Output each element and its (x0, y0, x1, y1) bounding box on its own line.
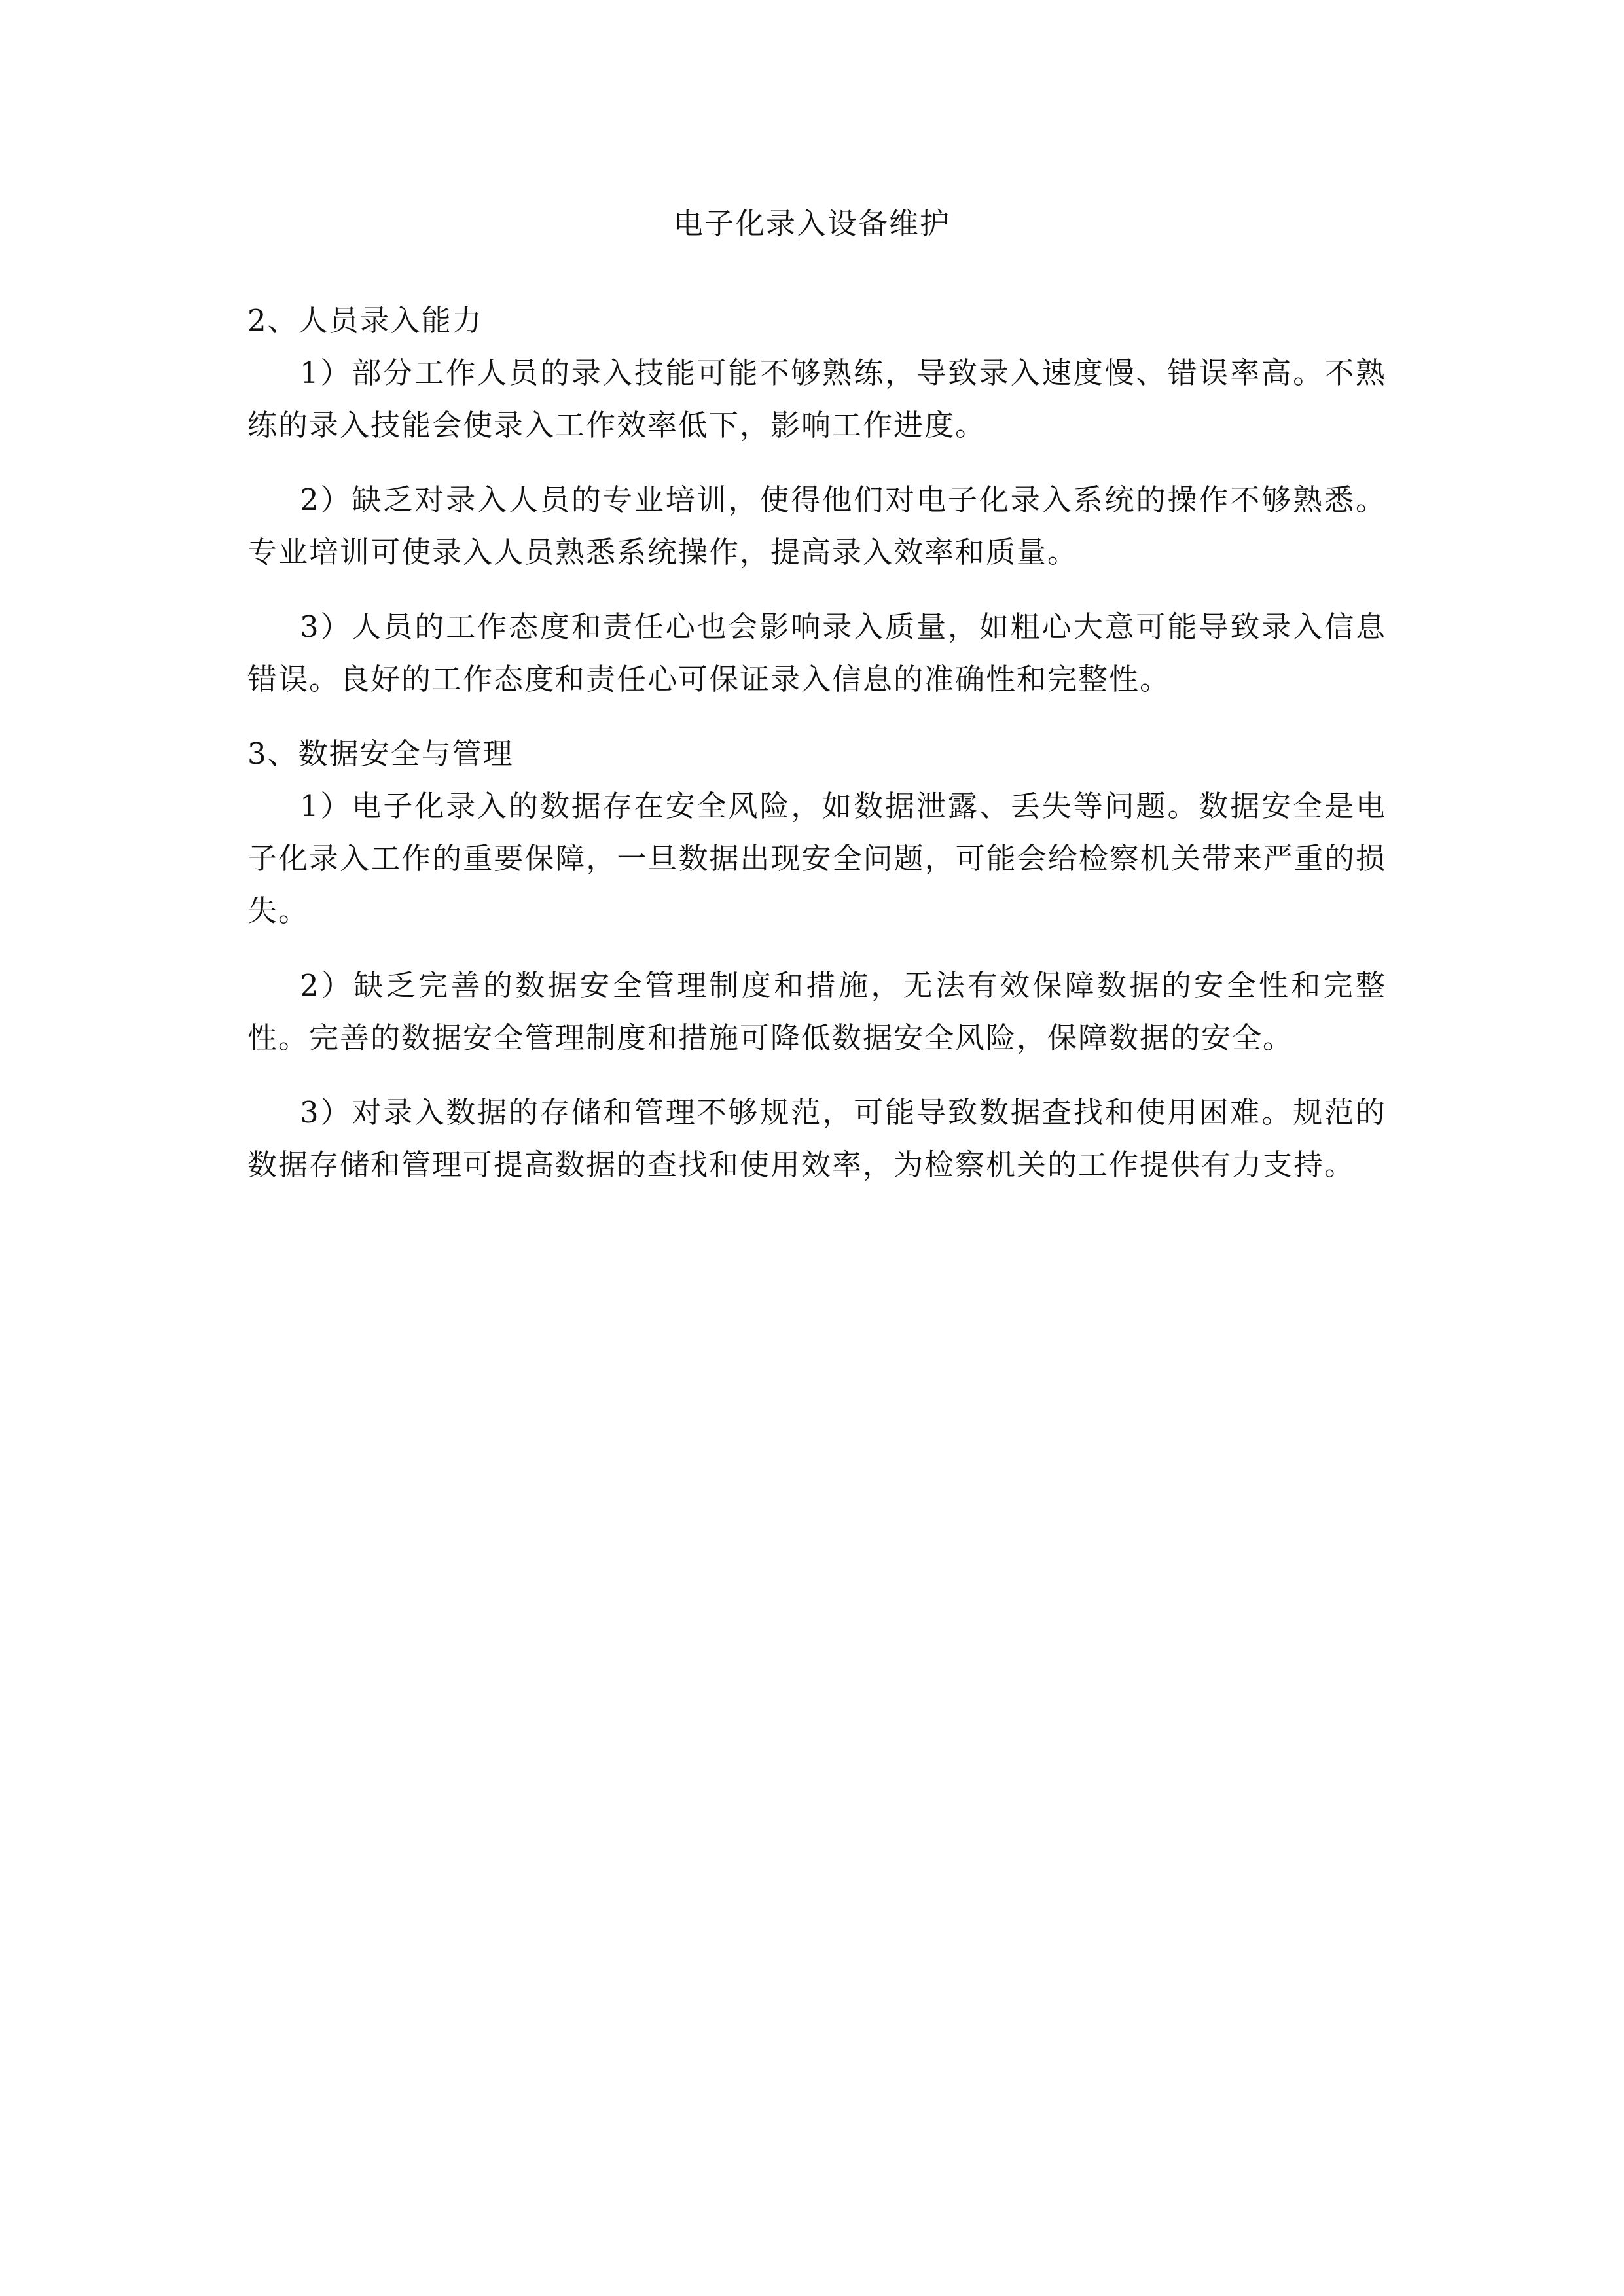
paragraph: 3）人员的工作态度和责任心也会影响录入质量，如粗心大意可能导致录入信息错误。良好的工作态度和责任心可保证录入信息的准确性和完整性。 (247, 609, 1386, 696)
document-title: 电子化录入设备维护 (673, 206, 950, 241)
document-body (247, 295, 1386, 1213)
section-heading: 2、人员录入能力 (247, 303, 483, 338)
section-heading: 3、数据安全与管理 (247, 736, 514, 771)
paragraph: 3）对录入数据的存储和管理不够规范，可能导致数据查找和使用困难。规范的数据存储和管理可提高数据的查找和使用效率，为检察机关的工作提供有力支持。 (247, 1095, 1386, 1182)
paragraph: 2）缺乏对录入人员的专业培训，使得他们对电子化录入系统的操作不够熟悉。专业培训可使录入人员熟悉系统操作，提高录入效率和质量。 (247, 482, 1386, 569)
section-personnel-input-ability (247, 295, 1386, 706)
paragraph: 1）部分工作人员的录入技能可能不够熟练，导致录入速度慢、错误率高。不熟练的录入技能会使录入工作效率低下，影响工作进度。 (247, 355, 1386, 442)
section-data-security-management (247, 728, 1386, 1191)
paragraph: 2）缺乏完善的数据安全管理制度和措施，无法有效保障数据的安全性和完整性。完善的数据安全管理制度和措施可降低数据安全风险，保障数据的安全。 (247, 968, 1386, 1055)
paragraph: 1）电子化录入的数据存在安全风险，如数据泄露、丢失等问题。数据安全是电子化录入工作的重要保障，一旦数据出现安全问题，可能会给检察机关带来严重的损失。 (247, 789, 1386, 928)
